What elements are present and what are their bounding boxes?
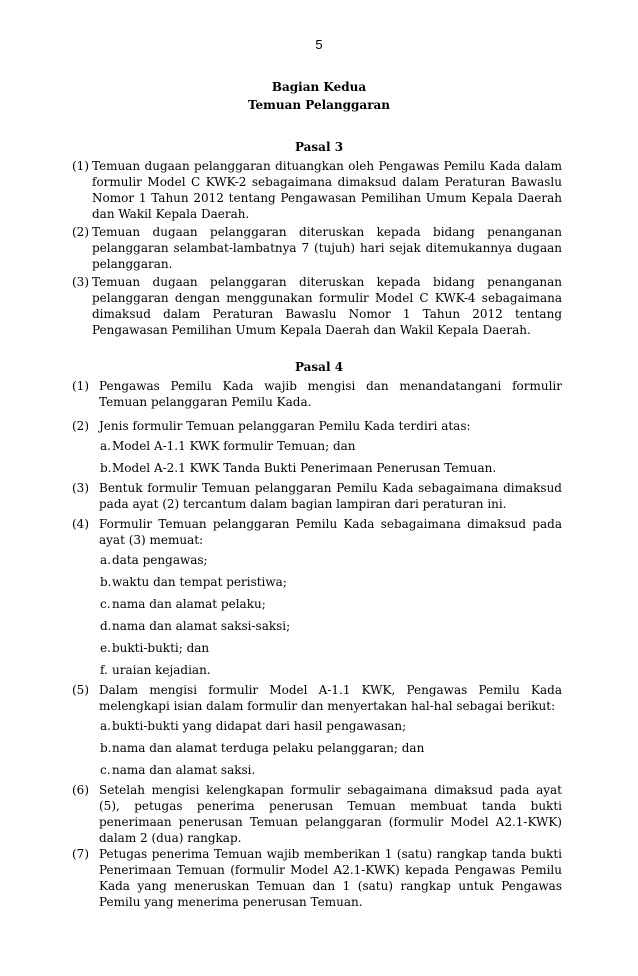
item-number: (7): [72, 847, 89, 861]
sub-item-letter: b.: [100, 741, 112, 755]
item-number: (4): [72, 517, 89, 531]
sub-item-text: nama dan alamat terduga pelaku pelanggaran; dan: [112, 741, 425, 755]
pasal-3-item: [72, 158, 562, 222]
sub-item-letter: e.: [100, 641, 111, 655]
sub-item: [100, 618, 562, 634]
pasal-3-heading: Pasal 3: [294, 140, 344, 154]
item-text: Dalam mengisi formulir Model A-1.1 KWK, Pengawas Pemilu Kada melengkapi isian dalam formulir dan menyertakan hal-hal sebagai berikut:: [99, 683, 562, 713]
sub-item-text: waktu dan tempat peristiwa;: [112, 575, 287, 589]
sub-item-text: nama dan alamat pelaku;: [112, 597, 266, 611]
item-number: (6): [72, 783, 89, 797]
sub-item-text: nama dan alamat saksi-saksi;: [112, 619, 291, 633]
sub-item-letter: b.: [100, 461, 112, 475]
sub-item-text: nama dan alamat saksi.: [112, 763, 256, 777]
item-text: Temuan dugaan pelanggaran dituangkan oleh Pengawas Pemilu Kada dalam formulir Model C KWK-2 sebagaimana dimaksud dalam Peraturan Bawaslu Nomor 1 Tahun 2012 tentang Pengawasan Pemilihan Umum Kepala Daerah dan Wakil Kepala Daerah.: [92, 159, 562, 221]
item-text: Temuan dugaan pelanggaran diteruskan kepada bidang penanganan pelanggaran dengan menggunakan formulir Model C KWK-4 sebagaimana dimaksud dalam Peraturan Bawaslu Nomor 1 Tahun 2012 tentang Pengawasan Pemilihan Umum Kepala Daerah dan Wakil Kepala Daerah.: [92, 275, 562, 337]
sub-item-text: data pengawas;: [112, 553, 208, 567]
item-text: Formulir Temuan pelanggaran Pemilu Kada sebagaimana dimaksud pada ayat (3) memuat:: [99, 517, 562, 547]
page-number: 5: [315, 37, 323, 52]
pasal-4-item: [72, 846, 562, 910]
sub-item-text: bukti-bukti yang didapat dari hasil pengawasan;: [112, 719, 407, 733]
item-number: (5): [72, 683, 89, 697]
sub-item: [100, 640, 562, 656]
sub-item-letter: a.: [100, 553, 111, 567]
sub-item-letter: f.: [100, 663, 108, 677]
item-number: (3): [72, 481, 89, 495]
sub-item: [100, 762, 562, 778]
pasal-4-item: [72, 418, 562, 434]
item-text: Pengawas Pemilu Kada wajib mengisi dan menandatangani formulir Temuan pelanggaran Pemilu Kada.: [99, 379, 562, 409]
item-number: (3): [72, 275, 89, 289]
sub-item-letter: a.: [100, 439, 111, 453]
sub-item: [100, 740, 562, 756]
pasal-3-item: [72, 224, 562, 272]
sub-item-letter: b.: [100, 575, 112, 589]
item-text: Bentuk formulir Temuan pelanggaran Pemilu Kada sebagaimana dimaksud pada ayat (2) tercantum dalam bagian lampiran dari peraturan ini.: [99, 481, 562, 511]
sub-item: [100, 552, 562, 568]
sub-item-text: Model A-1.1 KWK formulir Temuan; dan: [112, 439, 356, 453]
sub-item-letter: d.: [100, 619, 112, 633]
item-text: Jenis formulir Temuan pelanggaran Pemilu Kada terdiri atas:: [99, 419, 471, 433]
sub-item-text: uraian kejadian.: [112, 663, 211, 677]
sub-item: [100, 662, 562, 678]
sub-item: [100, 438, 562, 454]
item-number: (2): [72, 225, 89, 239]
sub-item-letter: c.: [100, 597, 111, 611]
pasal-4-item: [72, 682, 562, 714]
item-text: Petugas penerima Temuan wajib memberikan 1 (satu) rangkap tanda bukti Penerimaan Temuan (formulir Model A2.1-KWK) kepada Pengawas Pemilu Kada yang meneruskan Temuan dan 1 (satu) rangkap untuk Pengawas Pemilu yang menerima penerusan Temuan.: [99, 847, 562, 909]
sub-item: [100, 574, 562, 590]
sub-item-letter: a.: [100, 719, 111, 733]
section-part-heading: Bagian Kedua: [271, 80, 367, 94]
sub-item: [100, 460, 562, 476]
item-text: Temuan dugaan pelanggaran diteruskan kepada bidang penanganan pelanggaran selambat-lambatnya 7 (tujuh) hari sejak ditemukannya dugaan pelanggaran.: [92, 225, 562, 271]
sub-item: [100, 718, 562, 734]
pasal-3-item: [72, 274, 562, 338]
section-title: Temuan Pelanggaran: [247, 98, 391, 112]
item-text: Setelah mengisi kelengkapan formulir sebagaimana dimaksud pada ayat (5), petugas penerima penerusan Temuan membuat tanda bukti penerimaan penerusan Temuan pelanggaran (formulir Model A2.1-KWK) dalam 2 (dua) rangkap.: [99, 783, 562, 845]
pasal-4-item: [72, 378, 562, 410]
sub-item-text: bukti-bukti; dan: [112, 641, 210, 655]
pasal-4-item: [72, 516, 562, 548]
sub-item: [100, 596, 562, 612]
pasal-4-item: [72, 782, 562, 846]
item-number: (1): [72, 379, 89, 393]
item-number: (1): [72, 159, 89, 173]
sub-item-letter: c.: [100, 763, 111, 777]
pasal-4-heading: Pasal 4: [294, 360, 344, 374]
sub-item-text: Model A-2.1 KWK Tanda Bukti Penerimaan Penerusan Temuan.: [112, 461, 497, 475]
pasal-4-item: [72, 480, 562, 512]
item-number: (2): [72, 419, 89, 433]
